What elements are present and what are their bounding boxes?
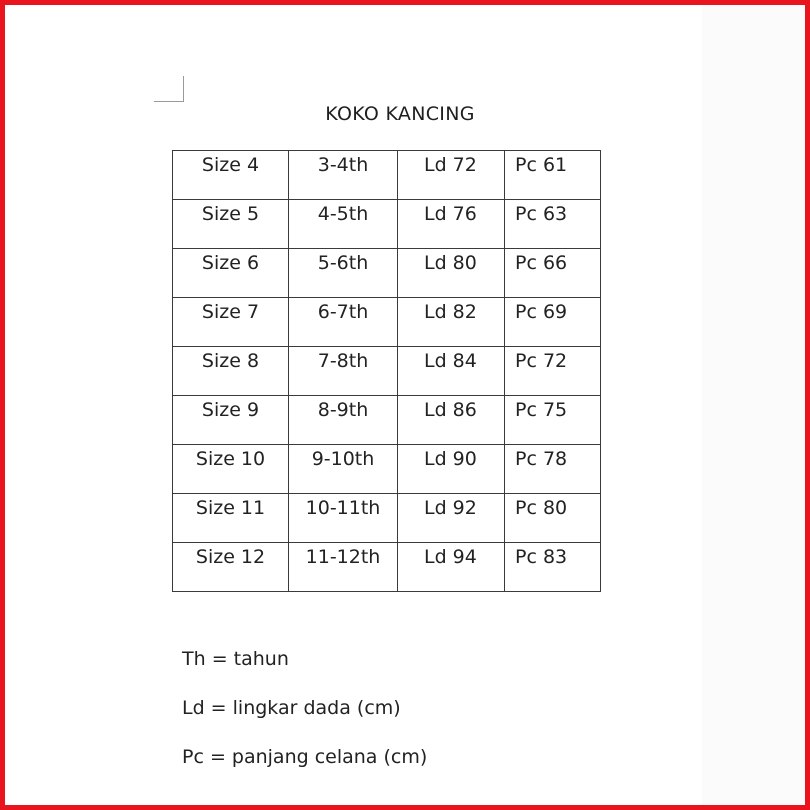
cell-text: Ld 92 (424, 497, 477, 519)
chest-cell (398, 298, 505, 347)
table-row (173, 200, 601, 249)
age-cell (289, 396, 398, 445)
cell-text: 10-11th (305, 497, 381, 519)
age-cell (289, 249, 398, 298)
cell-text: Size 5 (201, 203, 260, 225)
cell-text: Size 6 (201, 252, 260, 274)
table-row (173, 298, 601, 347)
cell-text: Pc 63 (515, 203, 568, 225)
cell-text: Pc 61 (515, 154, 568, 176)
cell-text: Size 12 (195, 546, 266, 568)
cell-text: Ld 80 (424, 252, 477, 274)
page-edge (702, 5, 805, 805)
size-cell (173, 543, 289, 592)
cell-text: Size 10 (195, 448, 266, 470)
age-cell (289, 445, 398, 494)
cell-text: Pc 66 (515, 252, 568, 274)
chest-cell (398, 151, 505, 200)
chest-cell (398, 396, 505, 445)
cell-text: 4-5th (317, 203, 369, 225)
cell-text: Pc 83 (515, 546, 568, 568)
age-cell (289, 347, 398, 396)
cell-text: 6-7th (317, 301, 369, 323)
cell-text: Ld 72 (424, 154, 477, 176)
legend-lingkar-dada: Ld = lingkar dada (cm) (182, 697, 401, 719)
size-chart-table (172, 150, 601, 592)
cell-text: 8-9th (317, 399, 369, 421)
size-cell (173, 249, 289, 298)
chest-cell (398, 200, 505, 249)
pants-length-cell (505, 249, 601, 298)
table-row (173, 445, 601, 494)
cell-text: Ld 76 (424, 203, 477, 225)
cell-text: 3-4th (317, 154, 369, 176)
size-cell (173, 200, 289, 249)
age-cell (289, 543, 398, 592)
size-cell (173, 151, 289, 200)
pants-length-cell (505, 445, 601, 494)
cell-text: Size 8 (201, 350, 260, 372)
cell-text: Pc 75 (515, 399, 568, 421)
cell-text: 7-8th (317, 350, 369, 372)
chest-cell (398, 347, 505, 396)
chest-cell (398, 445, 505, 494)
cell-text: Ld 86 (424, 399, 477, 421)
pants-length-cell (505, 298, 601, 347)
cell-text: 11-12th (305, 546, 381, 568)
table-row (173, 494, 601, 543)
size-cell (173, 298, 289, 347)
table-row (173, 347, 601, 396)
cell-text: Size 4 (201, 154, 260, 176)
legend-tahun: Th = tahun (182, 648, 289, 670)
document-title: KOKO KANCING (325, 103, 475, 125)
cell-text: Pc 72 (515, 350, 568, 372)
age-cell (289, 494, 398, 543)
age-cell (289, 151, 398, 200)
chest-cell (398, 249, 505, 298)
legend-panjang-celana: Pc = panjang celana (cm) (182, 746, 428, 768)
size-cell (173, 396, 289, 445)
age-cell (289, 298, 398, 347)
size-cell (173, 445, 289, 494)
table-row (173, 151, 601, 200)
cell-text: 5-6th (317, 252, 369, 274)
page-margin-corner-mark (154, 76, 184, 102)
pants-length-cell (505, 494, 601, 543)
table-row (173, 396, 601, 445)
cell-text: Ld 84 (424, 350, 477, 372)
pants-length-cell (505, 347, 601, 396)
cell-text: Pc 69 (515, 301, 568, 323)
size-cell (173, 494, 289, 543)
table-row (173, 249, 601, 298)
cell-text: Ld 94 (424, 546, 477, 568)
pants-length-cell (505, 543, 601, 592)
age-cell (289, 200, 398, 249)
cell-text: Pc 78 (515, 448, 568, 470)
chest-cell (398, 543, 505, 592)
chest-cell (398, 494, 505, 543)
size-cell (173, 347, 289, 396)
pants-length-cell (505, 396, 601, 445)
cell-text: Size 7 (201, 301, 260, 323)
cell-text: Ld 90 (424, 448, 477, 470)
pants-length-cell (505, 200, 601, 249)
table-row (173, 543, 601, 592)
cell-text: Size 11 (195, 497, 266, 519)
cell-text: Size 9 (201, 399, 260, 421)
cell-text: Ld 82 (424, 301, 477, 323)
pants-length-cell (505, 151, 601, 200)
cell-text: 9-10th (311, 448, 375, 470)
cell-text: Pc 80 (515, 497, 568, 519)
